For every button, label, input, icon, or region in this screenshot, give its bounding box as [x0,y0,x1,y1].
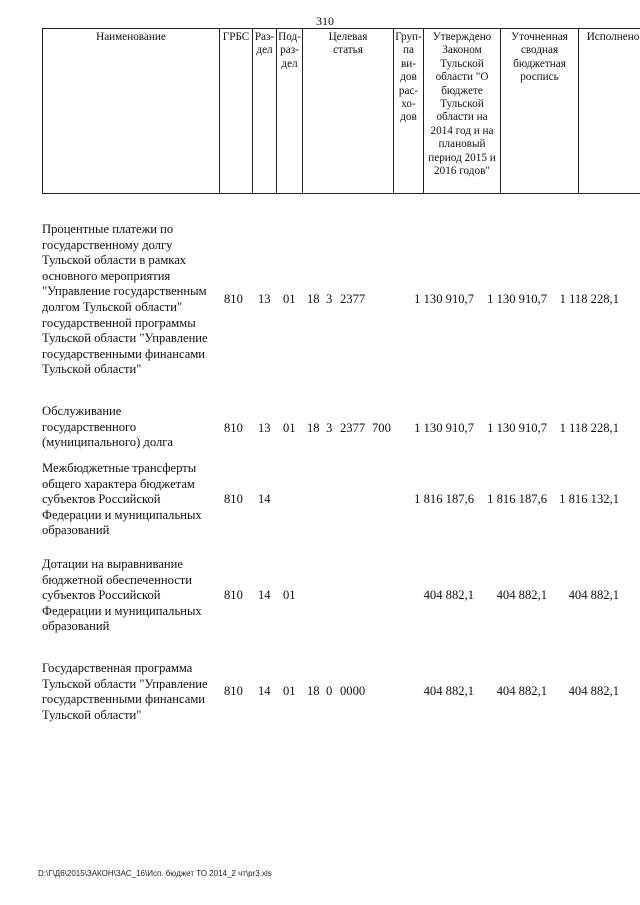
row-target-direction: 2377 [340,292,366,306]
row-podrazdel: 01 [283,684,296,698]
row-razdel: 13 [258,421,271,435]
row-executed: 1 118 228,1 [559,421,619,435]
row-target-subprogram: 3 [326,292,333,306]
header-razdel: Раз- дел [253,29,277,194]
row-executed: 1 118 228,1 [559,292,619,306]
row-grbs: 810 [224,292,243,306]
page-number: 310 [316,14,334,28]
row-approved: 1 130 910,7 [414,421,474,435]
row-refined: 404 882,1 [496,588,547,602]
row-expense-group: 700 [372,421,391,435]
row-grbs: 810 [224,492,243,506]
row-executed: 404 882,1 [568,684,619,698]
row-target-program: 18 [307,421,320,435]
row-name: Процентные платежи по государственному долгу Тульской области в рамках основного мероприятия "Управление государственным долгом Тульской области" государственной программы Тульской области "Управление государственными финансами Тульской области" [42,222,208,377]
row-target-subprogram: 0 [326,684,333,698]
row-razdel: 13 [258,292,271,306]
row-razdel: 14 [258,588,271,602]
header-name: Наименование [43,29,220,194]
row-name: Государственная программа Тульской области "Управление государственными финансами Тульской области" [42,661,208,722]
row-podrazdel: 01 [283,588,296,602]
header-podrazdel: Под- раз- дел [277,29,303,194]
row-executed: 1 816 132,1 [559,492,619,506]
row-razdel: 14 [258,684,271,698]
row-refined: 1 130 910,7 [487,421,547,435]
row-executed: 404 882,1 [568,588,619,602]
row-target-program: 18 [307,292,320,306]
row-approved: 1 816 187,6 [414,492,474,506]
row-target-program: 18 [307,684,320,698]
row-refined: 1 130 910,7 [487,292,547,306]
header-approved: Утверждено Законом Тульской области "О бюджете Тульской области на 2014 год и на плановый период 2015 и 2016 годов" [424,29,501,194]
row-grbs: 810 [224,421,243,435]
row-name: Дотации на выравнивание бюджетной обеспеченности субъектов Российской Федерации и муниципальных образований [42,557,202,634]
header-executed: Исполнено [579,29,640,194]
row-podrazdel: 01 [283,292,296,306]
row-target-subprogram: 3 [326,421,333,435]
header-refined: Уточненная сводная бюджетная роспись [501,29,579,194]
row-refined: 404 882,1 [496,684,547,698]
row-target-direction: 2377 [340,421,366,435]
row-approved: 404 882,1 [423,588,474,602]
header-target-article: Целевая статья [303,29,394,194]
row-name: Обслуживание государственного (муниципального) долга [42,404,173,450]
row-grbs: 810 [224,684,243,698]
table-header [42,28,640,194]
row-approved: 1 130 910,7 [414,292,474,306]
row-target-direction: 0000 [340,684,366,698]
header-expense-group: Груп- па ви- дов рас- хо- дов [394,29,424,194]
row-podrazdel: 01 [283,421,296,435]
row-grbs: 810 [224,588,243,602]
file-path-footer: D:\Г\Д6\2015\ЗАКОН\ЗАС_16\Исп. бюджет ТО 2014_2 чт\pr3.xls [38,869,272,878]
row-name: Межбюджетные трансферты общего характера бюджетам субъектов Российской Федерации и муниципальных образований [42,461,202,538]
row-refined: 1 816 187,6 [487,492,547,506]
row-approved: 404 882,1 [423,684,474,698]
row-razdel: 14 [258,492,271,506]
header-grbs: ГРБС [220,29,253,194]
